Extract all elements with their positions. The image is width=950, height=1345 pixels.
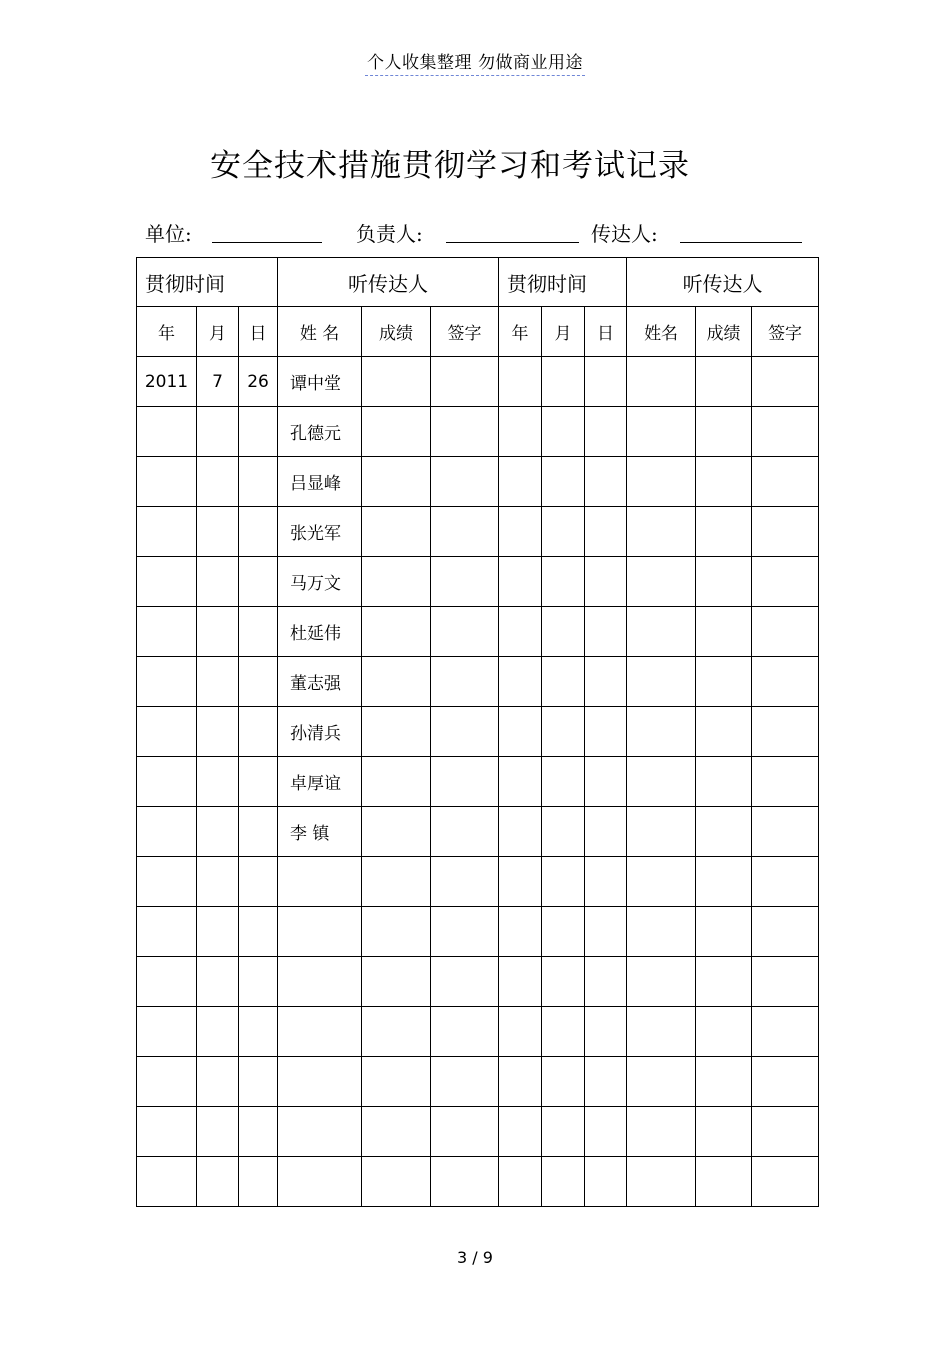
cell-year-right[interactable] — [499, 757, 542, 807]
cell-name-left[interactable]: 谭中堂 — [278, 357, 362, 407]
table-row — [137, 1057, 819, 1107]
cell-score-left[interactable] — [362, 407, 431, 457]
table-row — [137, 357, 819, 407]
cell-month-left[interactable] — [197, 1057, 239, 1107]
cell-year-right[interactable] — [499, 957, 542, 1007]
cell-year-right[interactable] — [499, 657, 542, 707]
cell-score-left[interactable] — [362, 457, 431, 507]
cell-score-right[interactable] — [696, 857, 752, 907]
sub-header-score-left: 成绩 — [362, 307, 431, 357]
cell-name-left[interactable]: 马万文 — [278, 557, 362, 607]
cell-month-left[interactable] — [197, 757, 239, 807]
cell-year-right[interactable] — [499, 557, 542, 607]
cell-day-right[interactable] — [585, 807, 627, 857]
cell-day-right[interactable] — [585, 457, 627, 507]
table-row — [137, 1157, 819, 1207]
cell-day-right[interactable] — [585, 507, 627, 557]
cell-signature-left[interactable] — [431, 357, 499, 407]
cell-signature-left[interactable] — [431, 907, 499, 957]
cell-signature-right[interactable] — [752, 657, 819, 707]
table-row — [137, 857, 819, 907]
cell-day-right[interactable] — [585, 357, 627, 407]
cell-score-right[interactable] — [696, 1057, 752, 1107]
cell-score-right[interactable] — [696, 957, 752, 1007]
cell-month-right[interactable] — [542, 457, 585, 507]
cell-name-left[interactable]: 杜延伟 — [278, 607, 362, 657]
cell-signature-left[interactable] — [431, 1057, 499, 1107]
cell-month-left[interactable] — [197, 407, 239, 457]
cell-month-right[interactable] — [542, 857, 585, 907]
cell-name-left[interactable] — [278, 1157, 362, 1207]
transmitter-label: 传达人: — [591, 222, 658, 246]
cell-name-left[interactable] — [278, 1057, 362, 1107]
cell-score-left[interactable] — [362, 507, 431, 557]
table-row — [137, 707, 819, 757]
cell-signature-left[interactable] — [431, 857, 499, 907]
cell-score-left[interactable] — [362, 807, 431, 857]
cell-signature-left[interactable] — [431, 457, 499, 507]
cell-month-left[interactable] — [197, 1107, 239, 1157]
cell-day-right[interactable] — [585, 1057, 627, 1107]
table-row — [137, 407, 819, 457]
cell-score-left[interactable] — [362, 1157, 431, 1207]
cell-score-left[interactable] — [362, 607, 431, 657]
unit-field[interactable] — [212, 242, 322, 243]
cell-year-left[interactable] — [137, 857, 197, 907]
cell-year-right[interactable] — [499, 707, 542, 757]
cell-month-left[interactable] — [197, 807, 239, 857]
cell-score-left[interactable] — [362, 1007, 431, 1057]
cell-signature-left[interactable] — [431, 707, 499, 757]
cell-day-left[interactable] — [239, 807, 278, 857]
cell-signature-right[interactable] — [752, 1157, 819, 1207]
cell-day-left[interactable] — [239, 657, 278, 707]
cell-signature-right[interactable] — [752, 707, 819, 757]
group-header-time-right: 贯彻时间 — [499, 258, 627, 307]
cell-year-right[interactable] — [499, 357, 542, 407]
cell-year-right[interactable] — [499, 457, 542, 507]
page-title: 安全技术措施贯彻学习和考试记录 — [210, 148, 690, 184]
cell-day-right[interactable] — [585, 1107, 627, 1157]
group-header-row — [137, 258, 819, 307]
cell-signature-left[interactable] — [431, 957, 499, 1007]
sub-header-signature-left: 签字 — [431, 307, 499, 357]
cell-name-left[interactable] — [278, 1107, 362, 1157]
cell-day-left[interactable] — [239, 1157, 278, 1207]
cell-signature-right[interactable] — [752, 1107, 819, 1157]
cell-month-left[interactable] — [197, 457, 239, 507]
cell-name-right[interactable] — [627, 557, 696, 607]
cell-month-left[interactable] — [197, 557, 239, 607]
cell-year-left[interactable] — [137, 657, 197, 707]
cell-score-left[interactable] — [362, 357, 431, 407]
cell-month-right[interactable] — [542, 957, 585, 1007]
cell-name-left[interactable]: 张光军 — [278, 507, 362, 557]
cell-day-right[interactable] — [585, 907, 627, 957]
cell-name-right[interactable] — [627, 1007, 696, 1057]
cell-score-right[interactable] — [696, 757, 752, 807]
cell-signature-left[interactable] — [431, 407, 499, 457]
cell-year-left[interactable] — [137, 607, 197, 657]
cell-signature-right[interactable] — [752, 507, 819, 557]
cell-name-left[interactable]: 孙清兵 — [278, 707, 362, 757]
cell-name-left[interactable] — [278, 957, 362, 1007]
cell-day-right[interactable] — [585, 857, 627, 907]
cell-month-right[interactable] — [542, 507, 585, 557]
table-row — [137, 907, 819, 957]
cell-day-right[interactable] — [585, 1157, 627, 1207]
cell-day-left[interactable] — [239, 857, 278, 907]
cell-signature-right[interactable] — [752, 457, 819, 507]
cell-year-left[interactable] — [137, 707, 197, 757]
cell-signature-right[interactable] — [752, 557, 819, 607]
cell-score-left[interactable] — [362, 857, 431, 907]
sub-header-score-right: 成绩 — [696, 307, 752, 357]
cell-month-right[interactable] — [542, 1057, 585, 1107]
cell-name-right[interactable] — [627, 707, 696, 757]
group-header-listeners-right: 听传达人 — [627, 258, 819, 307]
cell-month-left[interactable] — [197, 957, 239, 1007]
cell-year-left[interactable] — [137, 757, 197, 807]
cell-name-left[interactable]: 卓厚谊 — [278, 757, 362, 807]
cell-score-right[interactable] — [696, 907, 752, 957]
cell-score-left[interactable] — [362, 1057, 431, 1107]
header-note-text: 个人收集整理 勿做商业用途 — [365, 48, 585, 76]
cell-name-right[interactable] — [627, 957, 696, 1007]
cell-day-left[interactable] — [239, 1057, 278, 1107]
cell-year-right[interactable] — [499, 807, 542, 857]
cell-name-right[interactable] — [627, 657, 696, 707]
cell-name-right[interactable] — [627, 907, 696, 957]
cell-score-right[interactable] — [696, 357, 752, 407]
cell-year-left[interactable] — [137, 1057, 197, 1107]
group-header-time-left: 贯彻时间 — [137, 258, 278, 307]
cell-name-left[interactable]: 董志强 — [278, 657, 362, 707]
cell-day-right[interactable] — [585, 957, 627, 1007]
cell-signature-left[interactable] — [431, 657, 499, 707]
cell-signature-right[interactable] — [752, 407, 819, 457]
table-row — [137, 1107, 819, 1157]
cell-signature-left[interactable] — [431, 757, 499, 807]
cell-day-left[interactable] — [239, 957, 278, 1007]
cell-year-right[interactable] — [499, 1107, 542, 1157]
cell-signature-left[interactable] — [431, 1007, 499, 1057]
cell-day-right[interactable] — [585, 1007, 627, 1057]
cell-year-left[interactable] — [137, 1107, 197, 1157]
cell-day-right[interactable] — [585, 757, 627, 807]
cell-month-left[interactable] — [197, 657, 239, 707]
cell-month-left[interactable] — [197, 707, 239, 757]
table-row — [137, 507, 819, 557]
cell-year-right[interactable] — [499, 907, 542, 957]
cell-score-left[interactable] — [362, 657, 431, 707]
cell-month-left[interactable] — [197, 607, 239, 657]
table-row — [137, 607, 819, 657]
cell-signature-right[interactable] — [752, 607, 819, 657]
cell-year-right[interactable] — [499, 607, 542, 657]
cell-signature-left[interactable] — [431, 1107, 499, 1157]
cell-month-left[interactable]: 7 — [197, 357, 239, 407]
cell-day-left[interactable] — [239, 1007, 278, 1057]
cell-day-left[interactable] — [239, 1107, 278, 1157]
cell-name-left[interactable]: 李 镇 — [278, 807, 362, 857]
cell-month-right[interactable] — [542, 607, 585, 657]
sub-header-name-left: 姓 名 — [278, 307, 362, 357]
cell-year-left[interactable] — [137, 557, 197, 607]
cell-name-right[interactable] — [627, 857, 696, 907]
cell-day-left[interactable] — [239, 907, 278, 957]
cell-score-left[interactable] — [362, 557, 431, 607]
cell-name-right[interactable] — [627, 457, 696, 507]
cell-month-right[interactable] — [542, 707, 585, 757]
cell-month-left[interactable] — [197, 507, 239, 557]
cell-month-left[interactable] — [197, 857, 239, 907]
cell-day-right[interactable] — [585, 557, 627, 607]
cell-score-right[interactable] — [696, 1007, 752, 1057]
cell-signature-left[interactable] — [431, 507, 499, 557]
cell-score-right[interactable] — [696, 1107, 752, 1157]
header-note — [0, 48, 950, 76]
sub-header-signature-right: 签字 — [752, 307, 819, 357]
cell-month-left[interactable] — [197, 1157, 239, 1207]
cell-score-right[interactable] — [696, 407, 752, 457]
cell-day-left[interactable] — [239, 507, 278, 557]
cell-signature-right[interactable] — [752, 807, 819, 857]
cell-score-right[interactable] — [696, 507, 752, 557]
cell-month-right[interactable] — [542, 557, 585, 607]
table-row — [137, 657, 819, 707]
cell-name-right[interactable] — [627, 1157, 696, 1207]
cell-year-right[interactable] — [499, 407, 542, 457]
table-row — [137, 957, 819, 1007]
cell-day-left[interactable] — [239, 407, 278, 457]
cell-month-right[interactable] — [542, 1007, 585, 1057]
cell-day-right[interactable] — [585, 707, 627, 757]
cell-month-right[interactable] — [542, 1107, 585, 1157]
cell-month-right[interactable] — [542, 807, 585, 857]
table-row — [137, 807, 819, 857]
cell-score-right[interactable] — [696, 807, 752, 857]
cell-month-left[interactable] — [197, 907, 239, 957]
cell-signature-left[interactable] — [431, 1157, 499, 1207]
cell-year-left[interactable] — [137, 907, 197, 957]
sub-header-year-right: 年 — [499, 307, 542, 357]
cell-year-right[interactable] — [499, 857, 542, 907]
page-indicator: 3 / 9 — [457, 1248, 493, 1267]
cell-year-left[interactable] — [137, 507, 197, 557]
cell-year-left[interactable] — [137, 807, 197, 857]
cell-name-right[interactable] — [627, 607, 696, 657]
cell-name-right[interactable] — [627, 757, 696, 807]
cell-year-right[interactable] — [499, 1057, 542, 1107]
cell-day-right[interactable] — [585, 407, 627, 457]
cell-day-left[interactable] — [239, 707, 278, 757]
cell-score-left[interactable] — [362, 957, 431, 1007]
cell-month-right[interactable] — [542, 357, 585, 407]
table-row — [137, 1007, 819, 1057]
cell-name-right[interactable] — [627, 507, 696, 557]
cell-year-right[interactable] — [499, 1157, 542, 1207]
cell-score-right[interactable] — [696, 1157, 752, 1207]
table-row — [137, 557, 819, 607]
cell-score-right[interactable] — [696, 657, 752, 707]
cell-month-right[interactable] — [542, 657, 585, 707]
cell-month-left[interactable] — [197, 1007, 239, 1057]
transmitter-field[interactable] — [680, 242, 802, 243]
sub-header-day-right: 日 — [585, 307, 627, 357]
cell-signature-left[interactable] — [431, 607, 499, 657]
cell-name-right[interactable] — [627, 357, 696, 407]
cell-signature-left[interactable] — [431, 557, 499, 607]
record-table — [136, 257, 819, 1207]
cell-year-right[interactable] — [499, 507, 542, 557]
sub-header-month-right: 月 — [542, 307, 585, 357]
cell-score-left[interactable] — [362, 907, 431, 957]
cell-name-right[interactable] — [627, 1057, 696, 1107]
cell-score-left[interactable] — [362, 1107, 431, 1157]
cell-name-right[interactable] — [627, 1107, 696, 1157]
responsible-field[interactable] — [446, 242, 579, 243]
cell-month-right[interactable] — [542, 1157, 585, 1207]
cell-year-left[interactable] — [137, 1007, 197, 1057]
cell-day-left[interactable] — [239, 557, 278, 607]
cell-signature-left[interactable] — [431, 807, 499, 857]
cell-year-left[interactable] — [137, 1157, 197, 1207]
cell-signature-right[interactable] — [752, 907, 819, 957]
sub-header-row — [137, 307, 819, 357]
cell-name-left[interactable] — [278, 1007, 362, 1057]
cell-month-right[interactable] — [542, 407, 585, 457]
cell-score-right[interactable] — [696, 457, 752, 507]
cell-day-right[interactable] — [585, 657, 627, 707]
cell-score-left[interactable] — [362, 707, 431, 757]
cell-score-right[interactable] — [696, 557, 752, 607]
cell-year-left[interactable] — [137, 457, 197, 507]
responsible-label: 负责人: — [356, 222, 423, 246]
cell-year-left[interactable] — [137, 407, 197, 457]
cell-score-left[interactable] — [362, 757, 431, 807]
cell-score-right[interactable] — [696, 607, 752, 657]
cell-signature-right[interactable] — [752, 357, 819, 407]
cell-signature-right[interactable] — [752, 1057, 819, 1107]
cell-month-right[interactable] — [542, 907, 585, 957]
cell-name-left[interactable]: 孔德元 — [278, 407, 362, 457]
group-header-listeners-left: 听传达人 — [278, 258, 499, 307]
cell-name-left[interactable] — [278, 857, 362, 907]
cell-name-right[interactable] — [627, 407, 696, 457]
cell-year-right[interactable] — [499, 1007, 542, 1057]
cell-year-left[interactable]: 2011 — [137, 357, 197, 407]
cell-score-right[interactable] — [696, 707, 752, 757]
cell-name-right[interactable] — [627, 807, 696, 857]
sub-header-month-left: 月 — [197, 307, 239, 357]
cell-signature-right[interactable] — [752, 757, 819, 807]
unit-label: 单位: — [145, 222, 192, 246]
cell-day-right[interactable] — [585, 607, 627, 657]
cell-day-left[interactable] — [239, 607, 278, 657]
cell-signature-right[interactable] — [752, 857, 819, 907]
table-row — [137, 757, 819, 807]
sub-header-year-left: 年 — [137, 307, 197, 357]
cell-signature-right[interactable] — [752, 1007, 819, 1057]
cell-month-right[interactable] — [542, 757, 585, 807]
sub-header-name-right: 姓名 — [627, 307, 696, 357]
cell-name-left[interactable]: 吕显峰 — [278, 457, 362, 507]
cell-name-left[interactable] — [278, 907, 362, 957]
cell-day-left[interactable] — [239, 457, 278, 507]
cell-year-left[interactable] — [137, 957, 197, 1007]
sub-header-day-left: 日 — [239, 307, 278, 357]
cell-day-left[interactable] — [239, 757, 278, 807]
cell-day-left[interactable]: 26 — [239, 357, 278, 407]
table-row — [137, 457, 819, 507]
cell-signature-right[interactable] — [752, 957, 819, 1007]
